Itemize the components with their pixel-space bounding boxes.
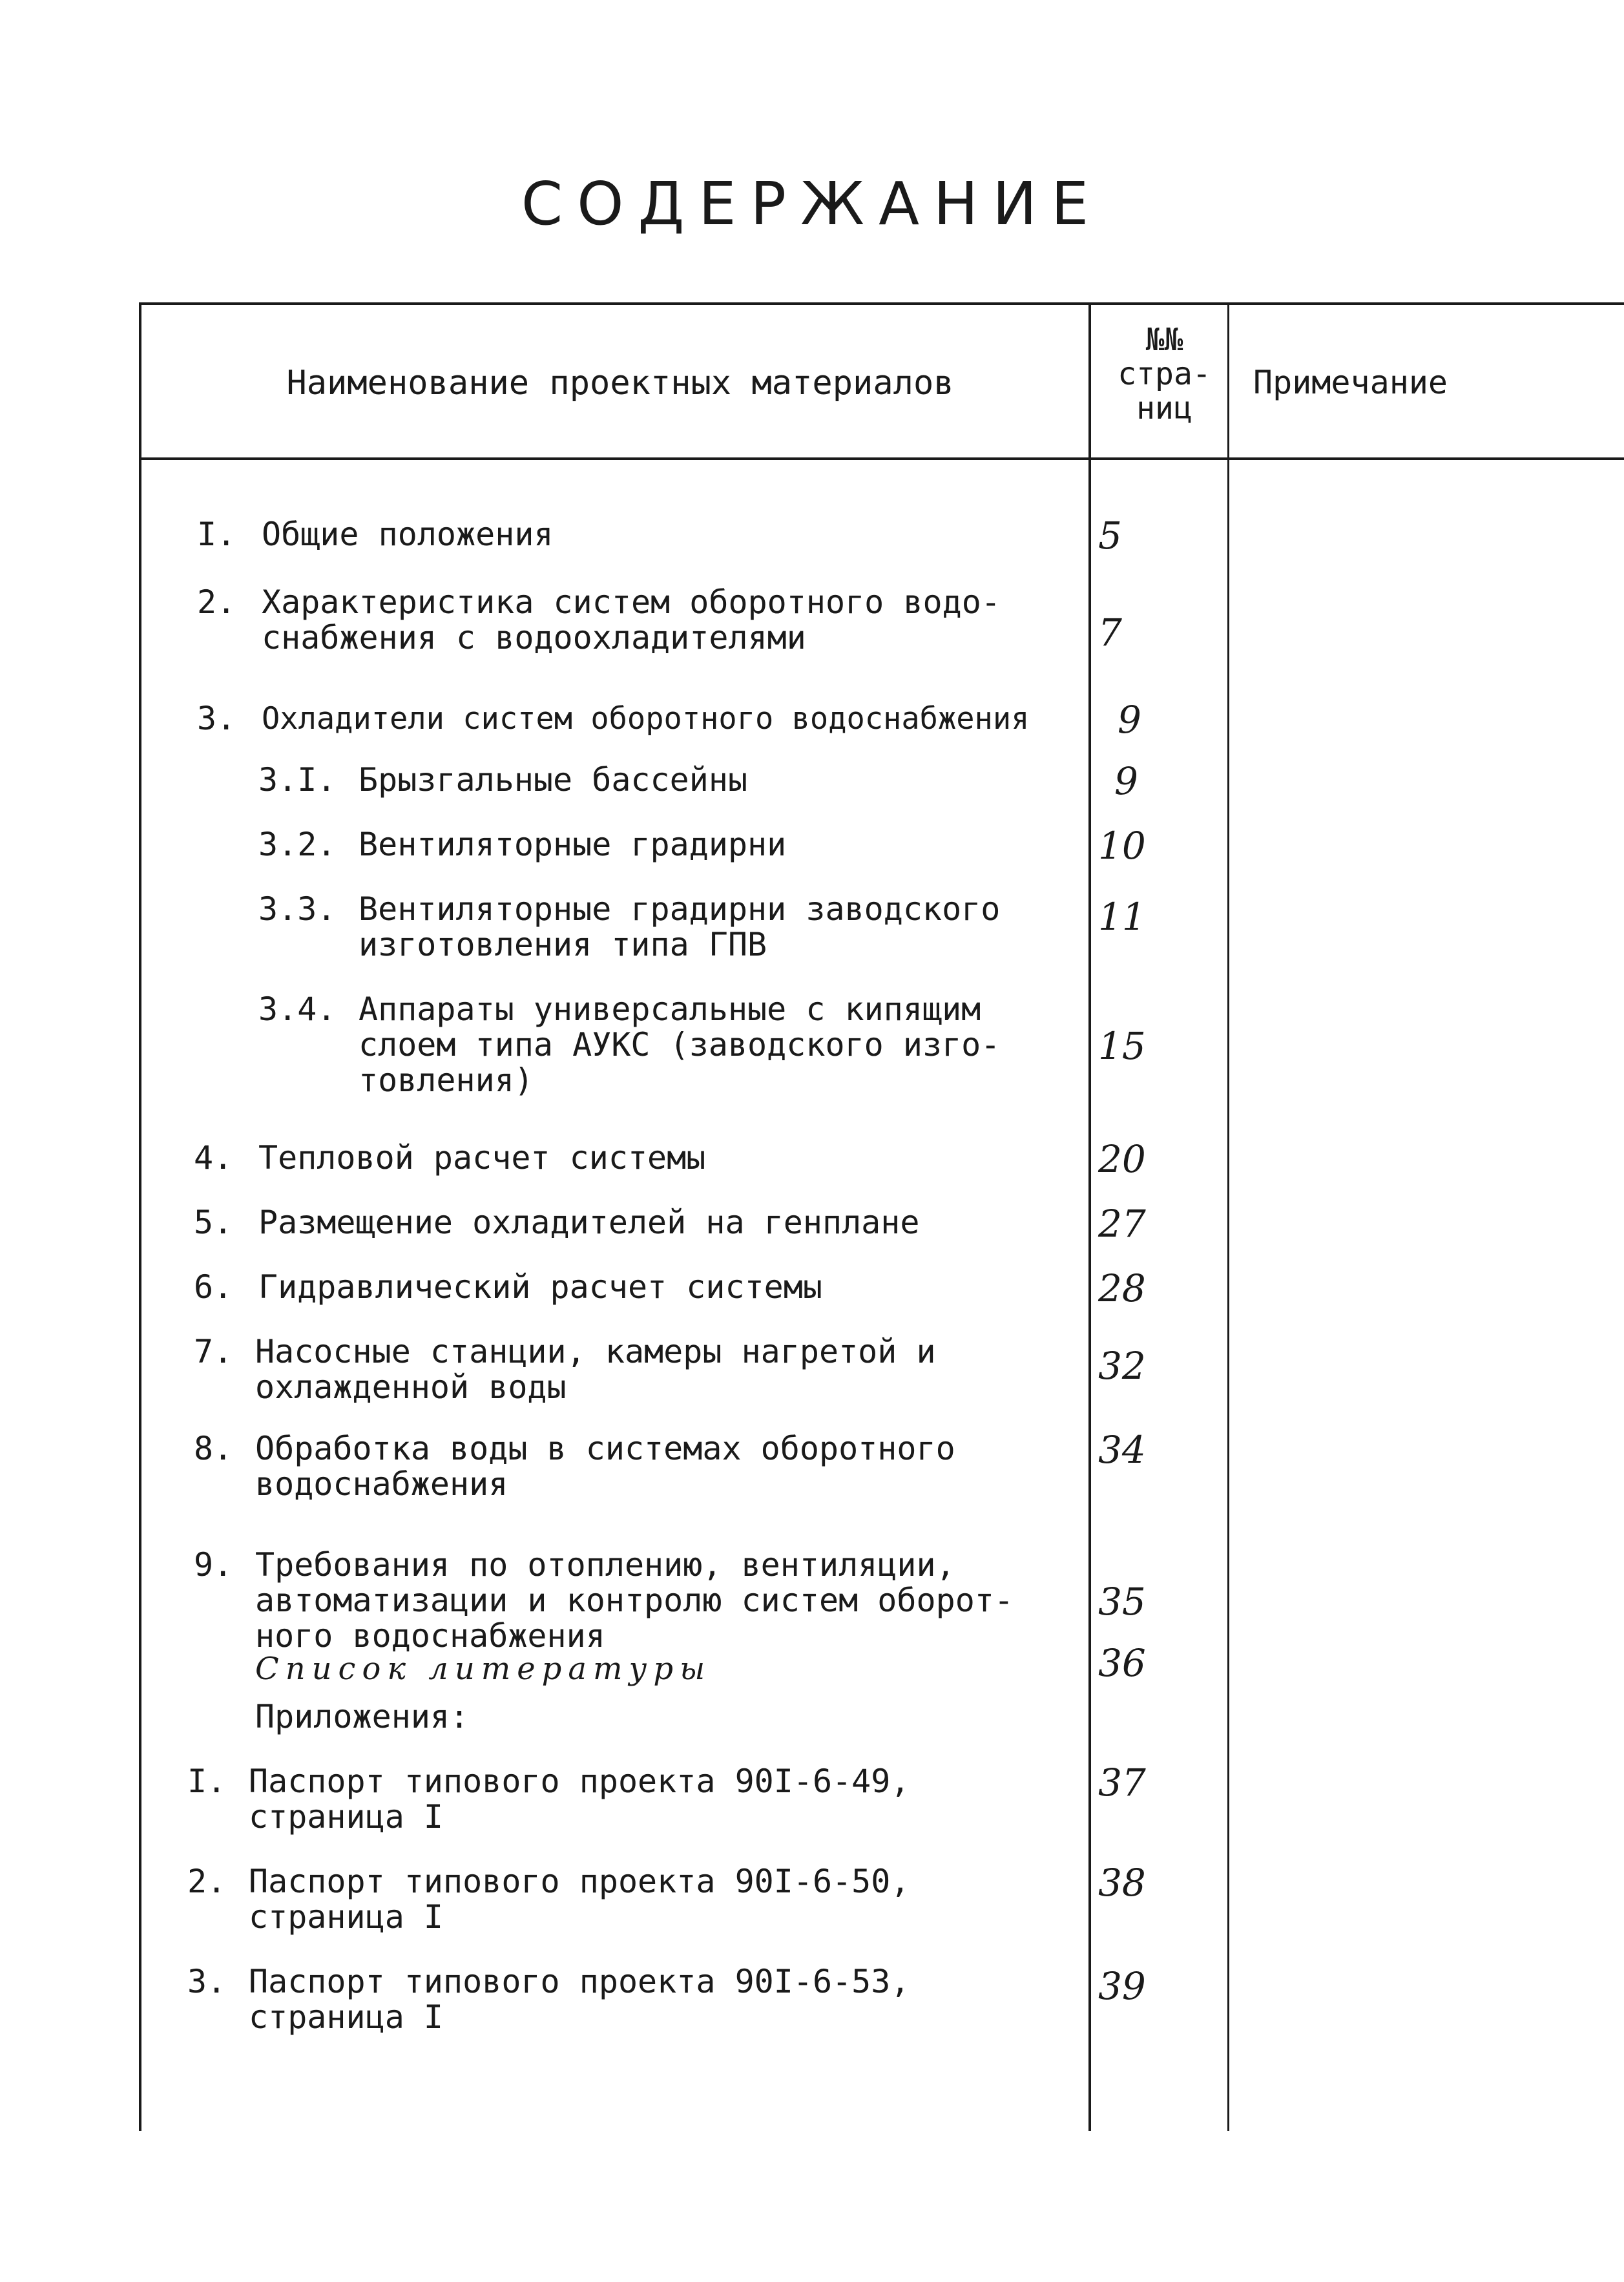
appendix-text: страница I xyxy=(249,1998,444,2036)
toc-entry-number: 2. xyxy=(197,583,236,621)
appendix-text: страница I xyxy=(249,1898,444,1936)
toc-entry-text: Общие положения xyxy=(262,516,554,553)
table-top-rule xyxy=(139,302,1624,305)
appendix-page: 37 xyxy=(1098,1761,1146,1805)
literature-page: 36 xyxy=(1098,1641,1146,1685)
appendix-page: 38 xyxy=(1098,1861,1146,1905)
toc-entry-text: Гидравлический расчет системы xyxy=(258,1268,822,1306)
toc-entry-text: Аппараты универсальные с кипящим xyxy=(359,990,981,1028)
note-column-rule-lower xyxy=(1227,470,1229,2131)
toc-entry-page: 34 xyxy=(1098,1428,1146,1472)
toc-entry-number: 3. xyxy=(197,700,236,737)
toc-entry-page: 7 xyxy=(1098,611,1122,654)
toc-entry-page: 28 xyxy=(1098,1266,1146,1310)
toc-entry-text: снабжения с водоохладителями xyxy=(262,619,806,656)
toc-entry-page: 27 xyxy=(1098,1202,1146,1246)
toc-entry-text: Насосные станции, камеры нагретой и xyxy=(255,1333,936,1370)
header-pages-line-1: №№ xyxy=(1145,322,1183,358)
toc-entry-number: 3.I. xyxy=(258,761,337,799)
toc-entry-page: 32 xyxy=(1098,1344,1146,1388)
appendix-text: Паспорт типового проекта 90I-6-53, xyxy=(249,1963,910,2000)
appendix-entry-3 xyxy=(187,1963,910,2106)
toc-entry-text: Вентиляторные градирни xyxy=(359,826,787,863)
toc-entry-text: Брызгальные бассейны xyxy=(359,761,748,799)
toc-entry-text: Охладители систем оборотного водоснабжения xyxy=(262,701,1030,737)
toc-entry-text: автоматизации и контролю систем оборот- xyxy=(255,1582,1014,1619)
toc-entry-page: 20 xyxy=(1098,1137,1146,1181)
toc-entry-number: 4. xyxy=(194,1139,233,1177)
header-name: Наименование проектных материалов xyxy=(286,364,954,403)
toc-entry-text: охлажденной воды xyxy=(255,1368,567,1406)
appendix-text: Паспорт типового проекта 90I-6-49, xyxy=(249,1763,910,1800)
toc-entry-page: 15 xyxy=(1098,1024,1146,1068)
toc-entry-text: Обработка воды в системах оборотного xyxy=(255,1430,955,1467)
toc-entry-text: слоем типа АУКС (заводского изго- xyxy=(359,1026,1001,1063)
appendix-text: страница I xyxy=(249,1798,444,1836)
toc-entry-text: Характеристика систем оборотного водо- xyxy=(262,583,1001,621)
literature-label: Список литературы xyxy=(255,1651,712,1687)
toc-entry-page: 5 xyxy=(1098,514,1122,558)
header-pages xyxy=(1098,323,1231,425)
toc-entry-number: 5. xyxy=(194,1204,233,1241)
appendix-number: 2. xyxy=(187,1863,227,1900)
toc-entry-page: 9 xyxy=(1118,698,1141,742)
toc-entry-text: Требования по отоплению, вентиляции, xyxy=(255,1546,955,1584)
toc-entry-number: 3.3. xyxy=(258,890,337,928)
header-pages-line-2: стра- xyxy=(1118,355,1211,392)
toc-entry-number: 8. xyxy=(194,1430,233,1467)
toc-entry-page: 9 xyxy=(1114,759,1138,803)
table-header-rule xyxy=(139,457,1624,460)
toc-entry-text: Тепловой расчет системы xyxy=(258,1139,706,1177)
page-title: СОДЕРЖАНИЕ xyxy=(521,169,1103,238)
toc-entry-page: 11 xyxy=(1098,895,1146,939)
appendix-heading: Приложения: xyxy=(255,1698,470,1735)
appendix-number: I. xyxy=(187,1763,227,1800)
toc-entry-text: товления) xyxy=(359,1062,534,1099)
toc-entry-number: I. xyxy=(197,516,236,553)
toc-entry-text: Вентиляторные градирни заводского xyxy=(359,890,1001,928)
header-note: Примечание xyxy=(1253,364,1448,401)
toc-entry-number: 7. xyxy=(194,1333,233,1370)
toc-entry-text: водоснабжения xyxy=(255,1465,508,1503)
appendix-text: Паспорт типового проекта 90I-6-50, xyxy=(249,1863,910,1900)
table-left-rule xyxy=(139,302,141,2131)
toc-entry-page: 35 xyxy=(1098,1580,1146,1624)
toc-entry-number: 9. xyxy=(194,1546,233,1584)
header-pages-line-3: ниц xyxy=(1136,390,1192,426)
toc-entry-page: 10 xyxy=(1098,824,1146,868)
toc-entry-number: 3.4. xyxy=(258,990,337,1028)
toc-entry-number: 3.2. xyxy=(258,826,337,863)
toc-entry-number: 6. xyxy=(194,1268,233,1306)
appendix-page: 39 xyxy=(1098,1964,1146,2008)
toc-entry-text: Размещение охладителей на генплане xyxy=(258,1204,920,1241)
toc-entry-text: ного водоснабжения xyxy=(255,1617,605,1655)
pages-column-rule xyxy=(1088,302,1091,2131)
toc-entry-text: изготовления типа ГПВ xyxy=(359,926,767,963)
appendix-number: 3. xyxy=(187,1963,227,2000)
